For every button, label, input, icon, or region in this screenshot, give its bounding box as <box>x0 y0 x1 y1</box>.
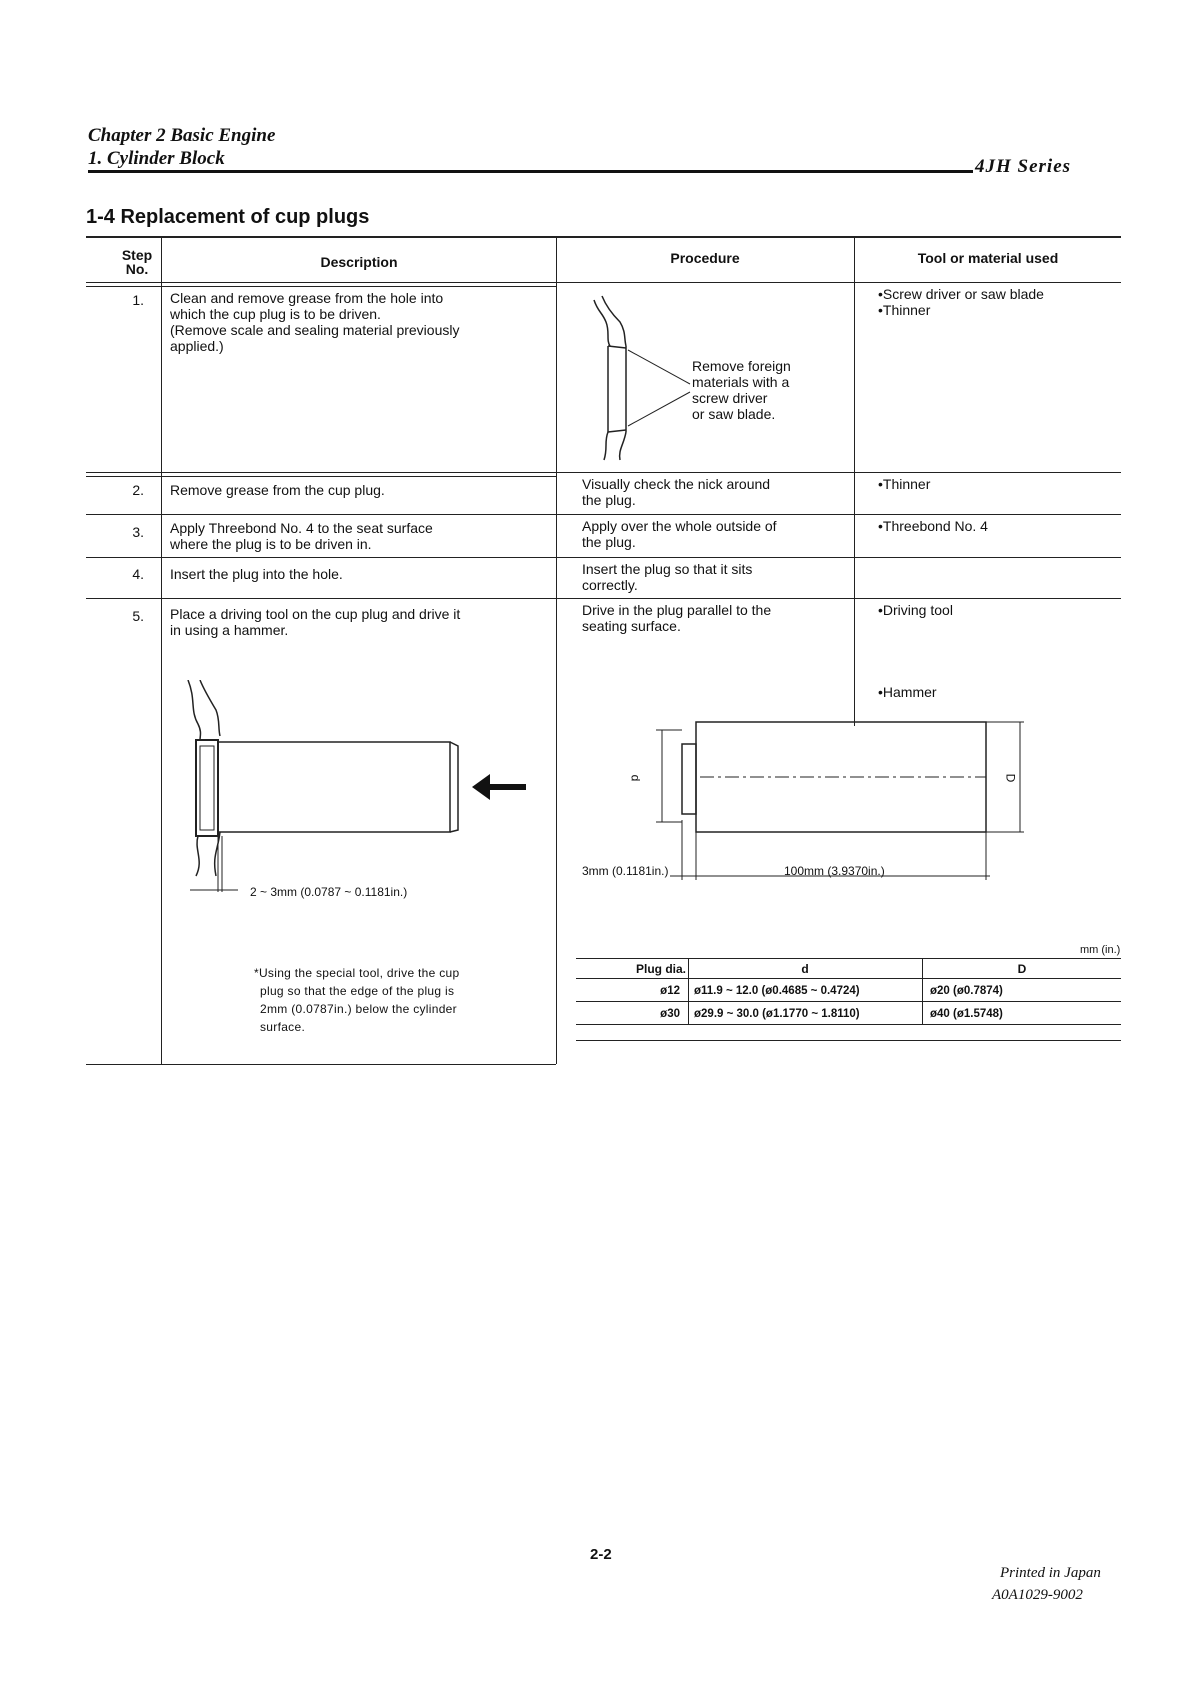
step-number: 4. <box>132 566 144 582</box>
header-description: Description <box>320 254 398 270</box>
spec-header-D: D <box>1017 962 1027 976</box>
spec-rule-3 <box>576 1024 1121 1025</box>
spec-rule-1 <box>576 978 1121 979</box>
spec-cell: ø40 (ø1.5748) <box>930 1008 1003 1020</box>
unit-label: mm (in.) <box>1080 944 1121 956</box>
step-number: 5. <box>132 608 144 624</box>
step-4-procedure: Insert the plug so that it sits correctly. <box>582 561 753 593</box>
spec-cell: ø12 <box>660 985 680 997</box>
spec-bottom-rule <box>576 1040 1121 1041</box>
header-procedure: Procedure <box>670 250 740 266</box>
spec-cell: ø30 <box>660 1008 680 1020</box>
row-rule-1b <box>86 476 556 477</box>
row-rule-2 <box>86 514 1121 515</box>
step-5-tool-hammer: •Hammer <box>878 684 937 700</box>
step-3-description: Apply Threebond No. 4 to the seat surface where the plug is to be driven in. <box>170 520 433 552</box>
spec-header-d: d <box>801 962 809 976</box>
printed-in-label: Printed in Japan <box>1000 1565 1101 1581</box>
table-top-rule <box>86 236 1121 238</box>
step-3-procedure: Apply over the whole outside of the plug. <box>582 518 777 550</box>
depth-label: 2 ~ 3mm (0.0787 ~ 0.1181in.) <box>250 885 408 899</box>
col-divider-1 <box>161 238 162 1064</box>
table-header-rule-2 <box>86 286 556 287</box>
dim-d-label: d <box>628 774 643 782</box>
dim-long-length: 100mm (3.9370in.) <box>784 864 885 878</box>
page-number: 2-2 <box>590 1546 612 1563</box>
row-rule-1 <box>86 472 1121 473</box>
section-title: 1. Cylinder Block <box>88 148 225 169</box>
step-1-tools: •Screw driver or saw blade •Thinner <box>878 286 1044 318</box>
step-number: 1. <box>132 292 144 308</box>
hole-cleaning-illustration <box>590 292 700 464</box>
step-5-note: *Using the special tool, drive the cup plug so that the edge of the plug is 2mm (0.0787in.) below the cylinder surface. <box>254 966 460 1034</box>
table-header-rule <box>86 282 1121 283</box>
spec-top-rule <box>576 958 1121 959</box>
spec-cell: ø11.9 ~ 12.0 (ø0.4685 ~ 0.4724) <box>694 985 860 997</box>
header-step-no: Step No. <box>121 247 153 277</box>
dim-short-length: 3mm (0.1181in.) <box>582 864 669 878</box>
col-divider-2 <box>556 238 557 1064</box>
step-1-procedure-note: Remove foreign materials with a screw driver or saw blade. <box>692 358 791 422</box>
step-number: 2. <box>132 482 144 498</box>
step-5-description: Place a driving tool on the cup plug and drive it in using a hammer. <box>170 606 461 638</box>
page-heading: 1-4 Replacement of cup plugs <box>86 206 370 228</box>
step-4-description: Insert the plug into the hole. <box>170 566 343 582</box>
col-divider-3 <box>854 238 855 726</box>
header-rule <box>88 170 973 173</box>
step-2-procedure: Visually check the nick around the plug. <box>582 476 771 508</box>
step-2-tools: •Thinner <box>878 476 931 492</box>
step-5-tool-driving: •Driving tool <box>878 602 953 618</box>
document-code: A0A1029-9002 <box>992 1587 1083 1603</box>
table-bottom-rule <box>86 1064 556 1065</box>
step-5-procedure: Drive in the plug parallel to the seating surface. <box>582 602 772 634</box>
dim-D-label: D <box>1003 773 1018 783</box>
series-label: 4JH Series <box>975 156 1072 177</box>
step-3-tools: •Threebond No. 4 <box>878 518 988 534</box>
spec-cell: ø29.9 ~ 30.0 (ø1.1770 ~ 1.8110) <box>694 1008 860 1020</box>
chapter-title: Chapter 2 Basic Engine <box>88 125 276 146</box>
spec-header-plug-dia: Plug dia. <box>635 962 686 976</box>
spec-rule-2 <box>576 1001 1121 1002</box>
header-tool: Tool or material used <box>917 250 1059 266</box>
row-rule-3 <box>86 557 1121 558</box>
row-rule-4 <box>86 598 1121 599</box>
spec-cell: ø20 (ø0.7874) <box>930 985 1003 997</box>
step-1-description: Clean and remove grease from the hole into which the cup plug is to be driven. (Remove scale and sealing material previously applied.) <box>170 290 460 354</box>
step-number: 3. <box>132 524 144 540</box>
step-2-description: Remove grease from the cup plug. <box>170 482 385 498</box>
